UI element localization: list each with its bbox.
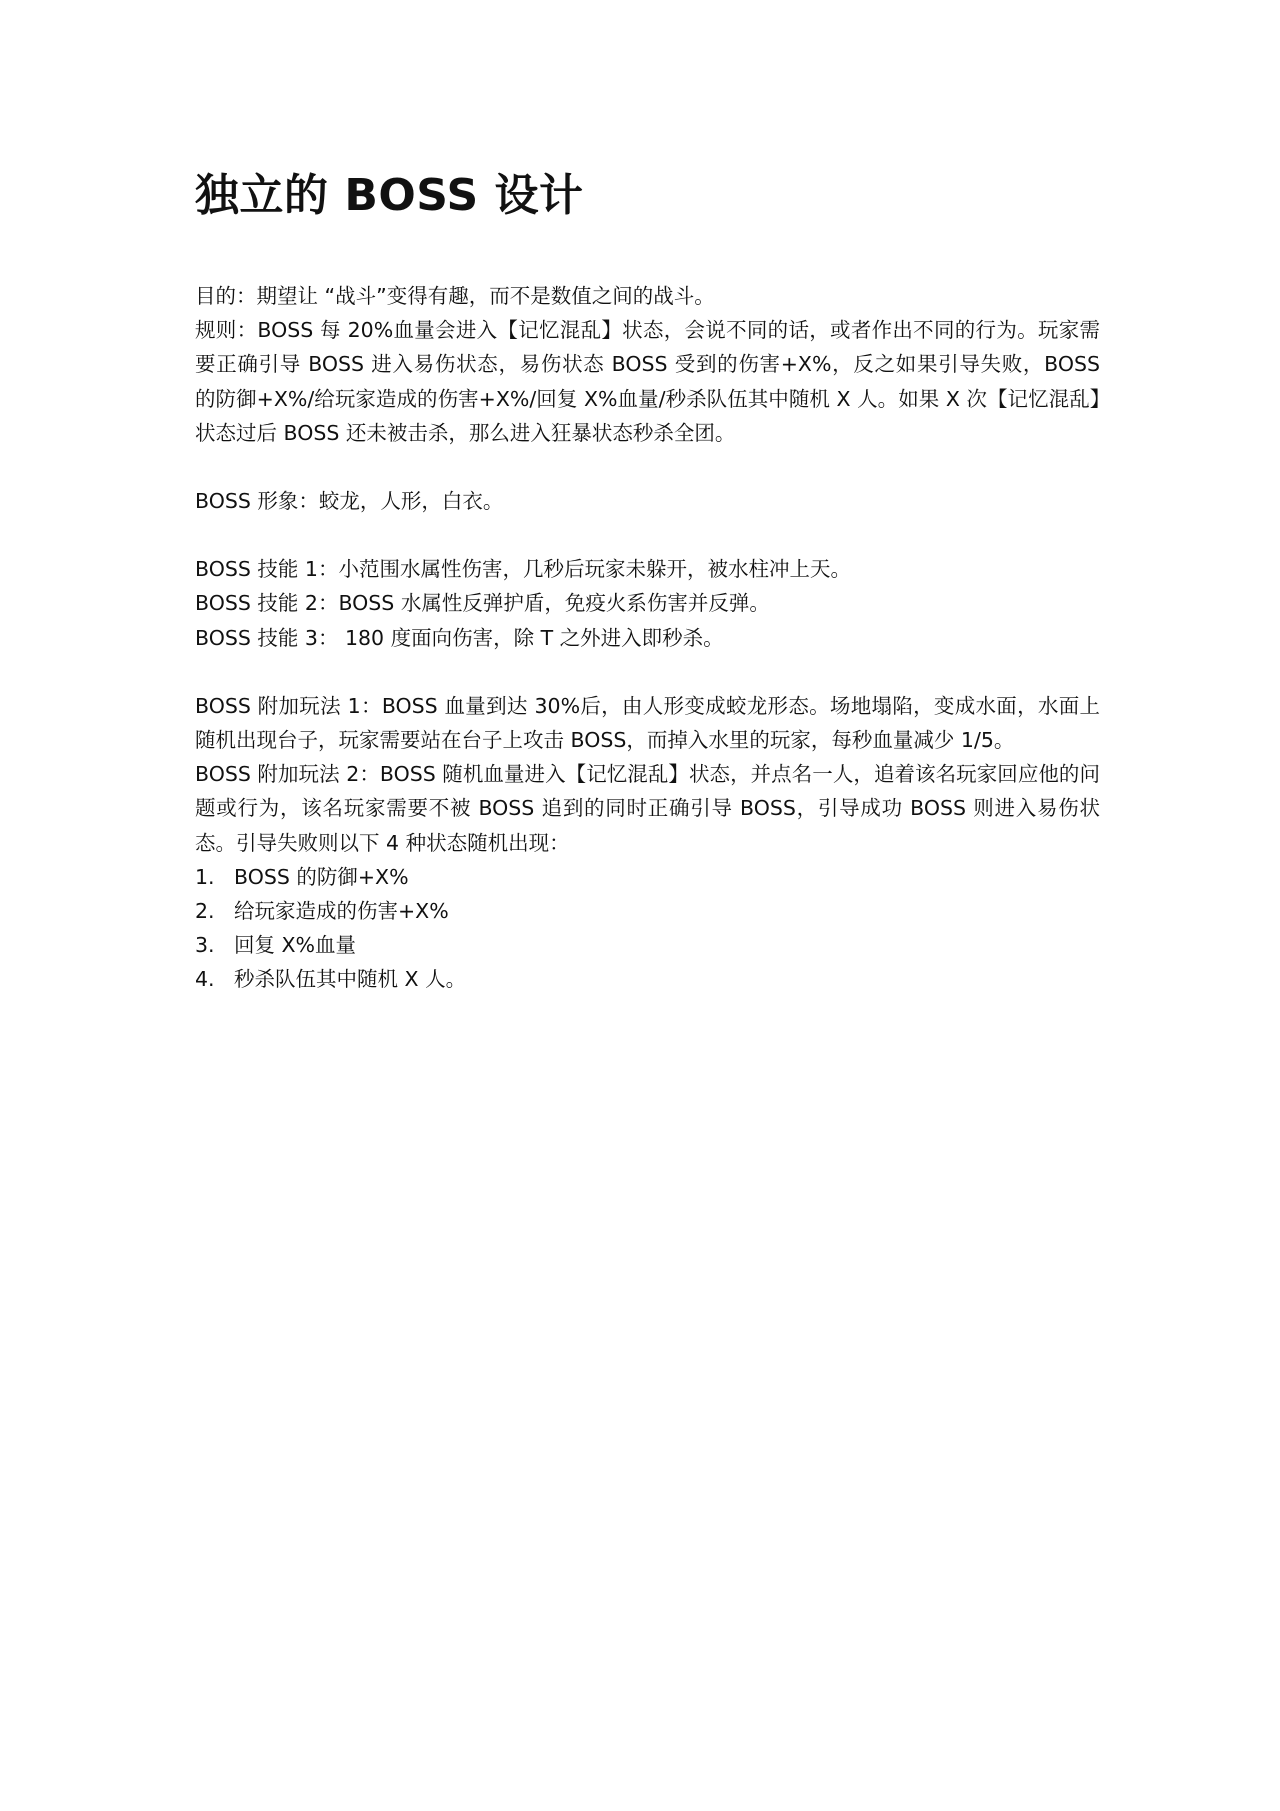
skill-2-paragraph: BOSS 技能 2：BOSS 水属性反弹护盾，免疫火系伤害并反弹。 [195, 591, 770, 616]
paragraph-gap [195, 655, 1100, 689]
list-item-text: 回复 X%血量 [234, 933, 357, 958]
list-item [195, 928, 1100, 962]
paragraph-gap [195, 518, 1100, 552]
list-item-number: 4. [195, 967, 215, 992]
list-item-text: 秒杀队伍其中随机 X 人。 [234, 967, 467, 992]
list-item-text: 给玩家造成的伤害+X% [234, 899, 449, 924]
appearance-paragraph: BOSS 形象：蛟龙，人形，白衣。 [195, 489, 504, 514]
skill-1-paragraph: BOSS 技能 1：小范围水属性伤害，几秒后玩家未躲开，被水柱冲上天。 [195, 557, 851, 582]
rules-paragraph: 规则：BOSS 每 20%血量会进入【记忆混乱】状态，会说不同的话，或者作出不同的行为。玩家需要正确引导 BOSS 进入易伤状态，易伤状态 BOSS 受到的伤害+X%，反之如果引导失败，BOSS 的防御+X%/给玩家造成的伤害+X%/回复 X%血量/秒杀队伍其中随机 X 人。如果 X 次【记忆混乱】状态过后 BOSS 还未被击杀，那么进入狂暴状态秒杀全团。 [195, 318, 1100, 445]
list-item-number: 3. [195, 933, 215, 958]
list-item-number: 2. [195, 899, 215, 924]
purpose-paragraph: 目的：期望让 “战斗”变得有趣，而不是数值之间的战斗。 [195, 284, 715, 308]
list-item-number: 1. [195, 864, 215, 889]
document-title: 独立的 BOSS 设计 [195, 170, 584, 221]
extra-play-2-paragraph: BOSS 附加玩法 2：BOSS 随机血量进入【记忆混乱】状态，并点名一人，追着该名玩家回应他的问题或行为，该名玩家需要不被 BOSS 追到的同时正确引导 BOSS，引导成功 BOSS 则进入易伤状态。引导失败则以下 4 种状态随机出现： [195, 762, 1100, 855]
list-item [195, 962, 1100, 996]
paragraph-gap [195, 450, 1100, 484]
outcome-list [195, 860, 1100, 997]
extra-play-1-paragraph: BOSS 附加玩法 1：BOSS 血量到达 30%后，由人形变成蛟龙形态。场地塌陷，变成水面，水面上随机出现台子，玩家需要站在台子上攻击 BOSS，而掉入水里的玩家，每秒血量减少 1/5。 [195, 693, 1100, 753]
list-item [195, 894, 1100, 928]
document-body [195, 165, 1100, 997]
skill-3-paragraph: BOSS 技能 3： 180 度面向伤害，除 T 之外进入即秒杀。 [195, 625, 724, 650]
list-item-text: BOSS 的防御+X% [234, 864, 409, 889]
list-item [195, 860, 1100, 894]
